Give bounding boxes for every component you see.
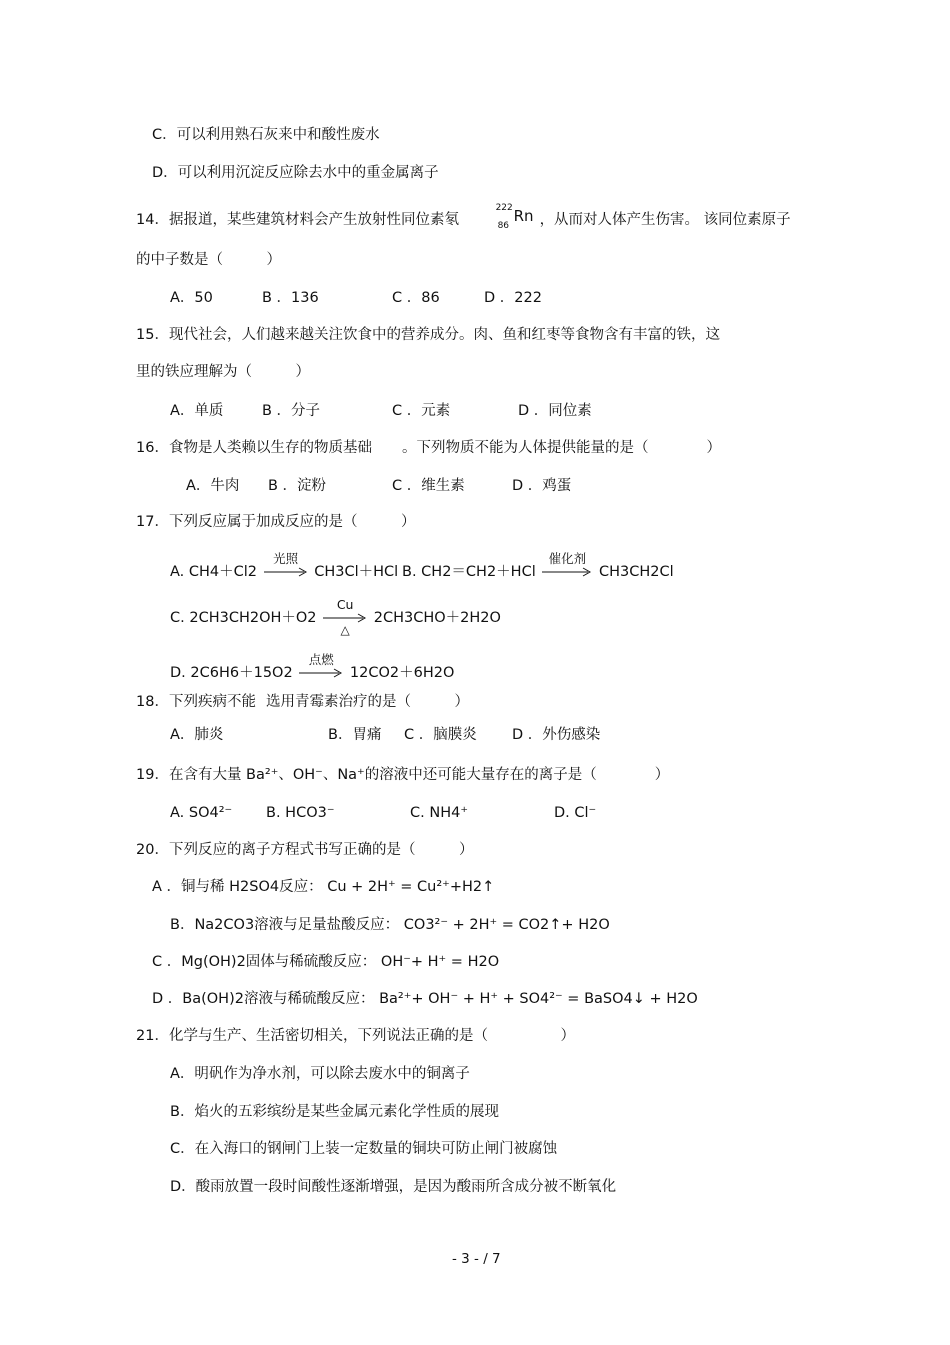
q21-option-d: D．酸雨放置一段时间酸性逐渐增强，是因为酸雨所含成分被不断氧化 (170, 1179, 617, 1195)
q17-d-reactants: D. 2C6H6＋15O2 (170, 665, 293, 681)
q16-stem (136, 439, 721, 457)
q17-stem: 17．下列反应属于加成反应的是（ ） (136, 514, 416, 530)
q14-stem-part1: 14．据报道，某些建筑材料会产生放射性同位素氡 (136, 212, 459, 228)
q18-option-a: A．肺炎 (170, 727, 224, 743)
q16-option-d: D ．鸡蛋 (512, 478, 572, 494)
q15-option-c: C ．元素 (392, 403, 451, 419)
q18-option-d: D ．外伤感染 (512, 727, 601, 743)
q14-options (170, 289, 542, 307)
q20-option-a: A ．铜与稀 H2SO4反应： Cu + 2H⁺ = Cu²⁺+H2↑ (152, 879, 495, 895)
q15-options (170, 402, 592, 420)
q15-option-d: D ．同位素 (518, 403, 592, 419)
reaction-condition: 点燃 (308, 652, 334, 667)
q17-a-reactants: A. CH4＋Cl2 (170, 564, 258, 580)
q20-option-b: B．Na2CO3溶液与足量盐酸反应： CO3²⁻ + 2H⁺ = CO2↑+ H2O (170, 917, 610, 933)
element-symbol: Rn (513, 207, 534, 225)
q13-option-d: D．可以利用沉淀反应除去水中的重金属离子 (152, 165, 439, 181)
q21-option-c: C．在入海口的钢闸门上装一定数量的铜块可防止闸门被腐蚀 (170, 1141, 558, 1157)
q21-stem: 21．化学与生产、生活密切相关，下列说法正确的是（ ） (136, 1028, 575, 1044)
q18-stem-part1: 18．下列疾病不能 (136, 694, 256, 710)
q14-option-c: C ．86 (392, 290, 440, 306)
reaction-arrow (542, 551, 592, 579)
q17-option-b (402, 551, 674, 581)
reaction-condition: Cu (336, 597, 354, 612)
q19-option-a: A. SO4²⁻ (170, 805, 233, 821)
q14-stem-part2: ，从而对人体产生伤害。 该同位素原子 (539, 212, 791, 228)
q17-option-c (170, 597, 501, 637)
q16-option-c: C ．维生素 (392, 478, 465, 494)
q17-d-products: 12CO2＋6H2O (349, 665, 455, 681)
q17-option-d (170, 652, 455, 682)
arrow-icon (299, 668, 343, 678)
q17-a-products: CH3Cl＋HCl (314, 564, 399, 580)
reaction-condition: 光照 (273, 551, 299, 566)
q18-option-c: C ．脑膜炎 (404, 727, 477, 743)
q15-option-b: B ．分子 (262, 403, 321, 419)
q17-b-products: CH3CH2Cl (598, 564, 674, 580)
q13-option-c: C．可以利用熟石灰来中和酸性废水 (152, 127, 380, 143)
reaction-arrow (323, 597, 367, 637)
radon-nuclide (496, 205, 540, 235)
q21-option-b: B．焰火的五彩缤纷是某些金属元素化学性质的展现 (170, 1104, 499, 1120)
q15-stem-line2: 里的铁应理解为（ ） (136, 364, 310, 380)
q18-options (170, 726, 600, 744)
arrow-icon (264, 567, 308, 577)
q14-option-d: D ．222 (484, 290, 542, 306)
reaction-condition: 催化剂 (548, 551, 587, 566)
q19-option-b: B. HCO3⁻ (266, 805, 335, 821)
q19-stem: 19．在含有大量 Ba²⁺、OH⁻、Na⁺的溶液中还可能大量存在的离子是（ ） (136, 767, 670, 783)
q20-stem: 20．下列反应的离子方程式书写正确的是（ ） (136, 842, 474, 858)
q15-option-a: A．单质 (170, 403, 224, 419)
q17-option-a (170, 551, 399, 581)
q18-stem-part2: 选用青霉素治疗的是（ ） (265, 694, 469, 710)
q15-stem: 15．现代社会，人们越来越关注饮食中的营养成分。肉、鱼和红枣等食物含有丰富的铁，这 (136, 327, 720, 343)
q14-option-a: A．50 (170, 290, 213, 306)
q16-stem-part1: 16．食物是人类赖以生存的物质基础 (136, 440, 372, 456)
arrow-icon (542, 567, 592, 577)
reaction-arrow (264, 551, 308, 579)
page-number: - 3 - / 7 (452, 1251, 501, 1267)
q17-c-products: 2CH3CHO＋2H2O (373, 610, 501, 626)
reaction-arrow (299, 652, 343, 680)
q14-option-b: B ．136 (262, 290, 319, 306)
q19-options (170, 804, 596, 822)
q16-options (186, 477, 571, 495)
q19-option-d: D. Cl⁻ (554, 805, 597, 821)
q14-stem-line2: 的中子数是（ ） (136, 252, 281, 268)
q16-option-b: B ．淀粉 (268, 478, 327, 494)
q21-option-a: A．明矾作为净水剂，可以除去废水中的铜离子 (170, 1066, 470, 1082)
mass-number: 222 (495, 203, 513, 213)
q18-option-b: B．胃痛 (328, 727, 382, 743)
atomic-number: 86 (497, 221, 510, 231)
q19-option-c: C. NH4⁺ (410, 805, 468, 821)
q16-stem-part2: 。下列物质不能为人体提供能量的是（ ） (401, 440, 721, 456)
q20-option-c: C ．Mg(OH)2固体与稀硫酸反应： OH⁻+ H⁺ = H2O (152, 954, 500, 970)
q18-stem (136, 693, 469, 711)
q14-stem (136, 205, 791, 235)
q17-b-reactants: B. CH2＝CH2＋HCl (402, 564, 536, 580)
q16-option-a: A．牛肉 (186, 478, 240, 494)
q20-option-d: D ．Ba(OH)2溶液与稀硫酸反应： Ba²⁺+ OH⁻ + H⁺ + SO4²⁻ = BaSO4↓ + H2O (152, 991, 698, 1007)
heat-symbol: △ (340, 623, 350, 637)
q17-c-reactants: C. 2CH3CH2OH＋O2 (170, 610, 317, 626)
